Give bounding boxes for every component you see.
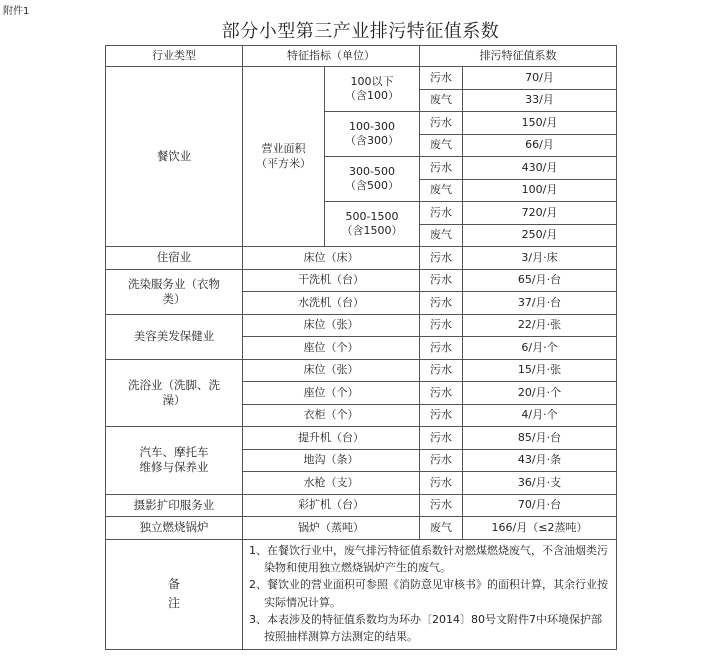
type-cell: 废气 xyxy=(420,89,463,112)
type-cell: 污水 xyxy=(420,157,463,180)
header-indicator: 特征指标（单位） xyxy=(243,46,420,67)
value-cell: 166/月（≤2蒸吨） xyxy=(463,517,617,540)
notes-row xyxy=(106,539,617,649)
industry-beauty: 美容美发保健业 xyxy=(106,314,243,359)
type-cell: 废气 xyxy=(420,224,463,247)
type-cell: 污水 xyxy=(420,427,463,450)
area-range: 300-500 （含500） xyxy=(325,157,420,202)
area-range: 100以下 （含100） xyxy=(325,67,420,112)
table-row xyxy=(106,517,617,540)
notes-label: 备 注 xyxy=(106,539,243,649)
value-cell: 70/月·台 xyxy=(463,494,617,517)
indicator-cell: 地沟（条） xyxy=(243,449,420,472)
type-cell: 污水 xyxy=(420,337,463,360)
page-title: 部分小型第三产业排污特征值系数 xyxy=(221,21,500,42)
indicator-cell: 彩扩机（台） xyxy=(243,494,420,517)
indicator-cell: 提升机（台） xyxy=(243,427,420,450)
indicator-cell: 水枪（支） xyxy=(243,472,420,495)
value-cell: 100/月 xyxy=(463,179,617,202)
table-row xyxy=(106,67,617,90)
indicator-cell: 座位（个） xyxy=(243,382,420,405)
value-cell: 33/月 xyxy=(463,89,617,112)
industry-auto-repair: 汽车、摩托车 维修与保养业 xyxy=(106,427,243,495)
indicator-cell: 床位（床） xyxy=(243,247,420,270)
value-cell: 6/月·个 xyxy=(463,337,617,360)
value-cell: 85/月·台 xyxy=(463,427,617,450)
table-row xyxy=(106,427,617,450)
indicator-cell: 座位（个） xyxy=(243,337,420,360)
header-industry: 行业类型 xyxy=(106,46,243,67)
industry-bath: 洗浴业（洗脚、洗 澡） xyxy=(106,359,243,427)
indicator-cell: 床位（张） xyxy=(243,314,420,337)
type-cell: 污水 xyxy=(420,247,463,270)
type-cell: 污水 xyxy=(420,67,463,90)
indicator-cell: 床位（张） xyxy=(243,359,420,382)
industry-photo: 摄影扩印服务业 xyxy=(106,494,243,517)
value-cell: 4/月·个 xyxy=(463,404,617,427)
area-range: 500-1500 （含1500） xyxy=(325,202,420,247)
header-row xyxy=(106,46,617,67)
type-cell: 废气 xyxy=(420,134,463,157)
type-cell: 废气 xyxy=(420,517,463,540)
note-item: 3、本表涉及的特征值系数均为环办〔2014〕80号文附件7中环境保护部按照抽样测算方法测定的结果。 xyxy=(249,613,602,644)
value-cell: 37/月·台 xyxy=(463,292,617,315)
type-cell: 污水 xyxy=(420,382,463,405)
indicator-cell: 衣柜（个） xyxy=(243,404,420,427)
value-cell: 65/月·台 xyxy=(463,269,617,292)
type-cell: 污水 xyxy=(420,494,463,517)
type-cell: 污水 xyxy=(420,202,463,225)
type-cell: 污水 xyxy=(420,269,463,292)
value-cell: 250/月 xyxy=(463,224,617,247)
type-cell: 污水 xyxy=(420,472,463,495)
coefficient-table xyxy=(105,45,617,650)
type-cell: 污水 xyxy=(420,449,463,472)
value-cell: 150/月 xyxy=(463,112,617,135)
notes-content xyxy=(243,539,617,649)
table-row xyxy=(106,269,617,292)
attachment-label: 附件1 xyxy=(3,6,30,17)
header-coefficient: 排污特征值系数 xyxy=(420,46,617,67)
indicator-area: 营业面积 （平方米） xyxy=(243,67,325,247)
indicator-cell: 锅炉（蒸吨） xyxy=(243,517,420,540)
note-item: 2、餐饮业的营业面积可参照《消防意见审核书》的面积计算，其余行业按实际情况计算。 xyxy=(249,578,608,609)
value-cell: 430/月 xyxy=(463,157,617,180)
type-cell: 污水 xyxy=(420,314,463,337)
type-cell: 污水 xyxy=(420,359,463,382)
table-row xyxy=(106,359,617,382)
note-item: 1、在餐饮行业中，废气排污特征值系数针对燃煤燃烧废气，不含油烟类污染物和使用独立燃烧锅炉产生的废气。 xyxy=(249,543,608,574)
value-cell: 70/月 xyxy=(463,67,617,90)
indicator-cell: 水洗机（台） xyxy=(243,292,420,315)
table-row xyxy=(106,314,617,337)
type-cell: 污水 xyxy=(420,112,463,135)
industry-laundry: 洗染服务业（衣物 类） xyxy=(106,269,243,314)
value-cell: 3/月·床 xyxy=(463,247,617,270)
value-cell: 15/月·张 xyxy=(463,359,617,382)
table-row xyxy=(106,494,617,517)
type-cell: 废气 xyxy=(420,179,463,202)
type-cell: 污水 xyxy=(420,404,463,427)
industry-hotel: 住宿业 xyxy=(106,247,243,270)
value-cell: 66/月 xyxy=(463,134,617,157)
type-cell: 污水 xyxy=(420,292,463,315)
value-cell: 720/月 xyxy=(463,202,617,225)
value-cell: 20/月·个 xyxy=(463,382,617,405)
value-cell: 36/月·支 xyxy=(463,472,617,495)
industry-boiler: 独立燃烧锅炉 xyxy=(106,517,243,540)
table-row xyxy=(106,247,617,270)
indicator-cell: 干洗机（台） xyxy=(243,269,420,292)
value-cell: 22/月·张 xyxy=(463,314,617,337)
value-cell: 43/月·条 xyxy=(463,449,617,472)
area-range: 100-300 （含300） xyxy=(325,112,420,157)
industry-catering: 餐饮业 xyxy=(106,67,243,247)
